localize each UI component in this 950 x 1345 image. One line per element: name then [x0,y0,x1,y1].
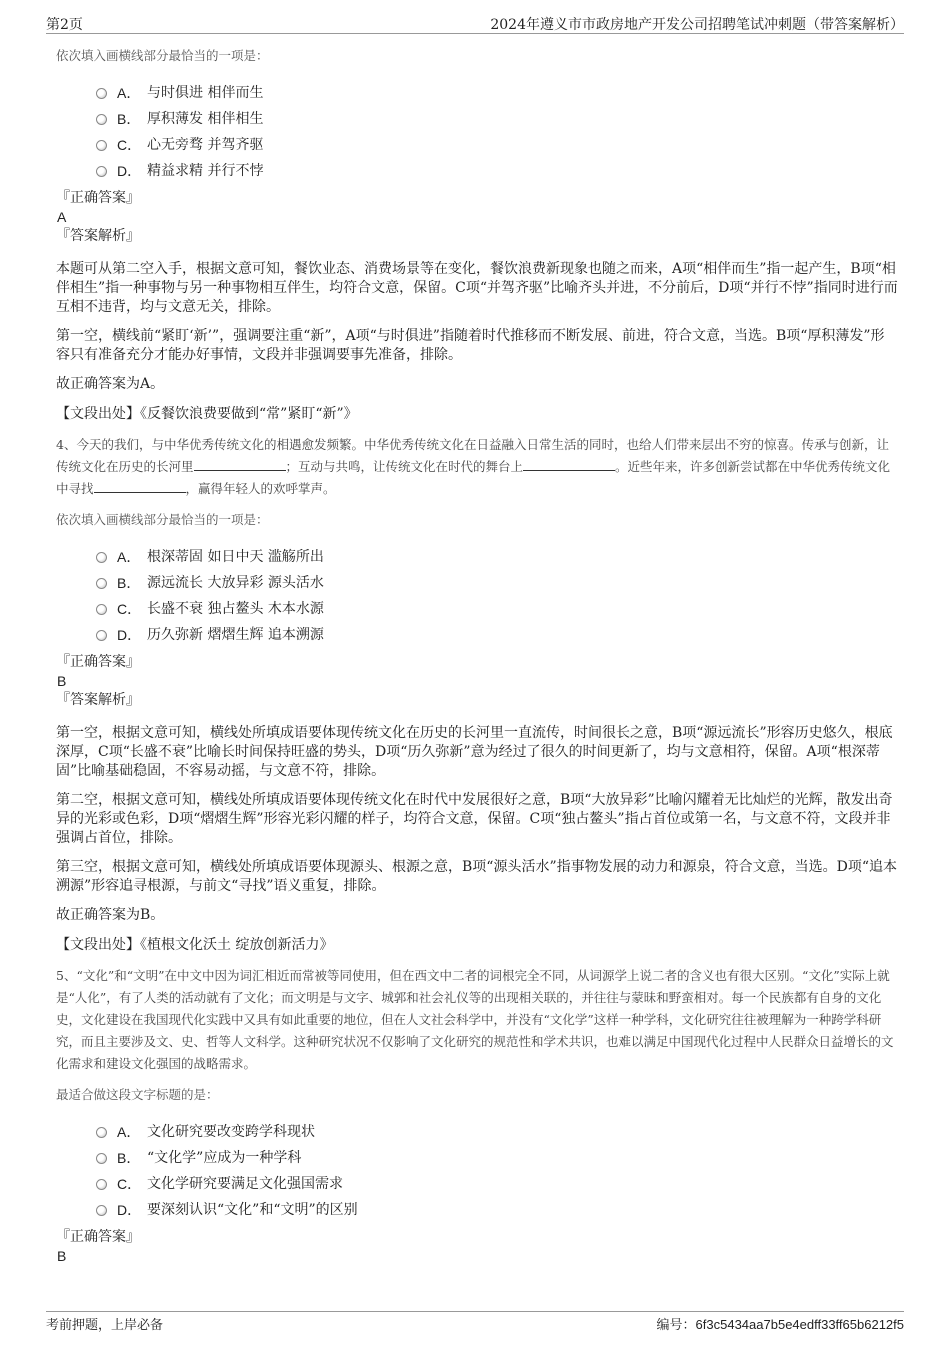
q5-option-c[interactable]: C． 文化学研究要满足文化强国需求 [96,1171,898,1197]
q4-answer: B [57,673,67,689]
radio-icon[interactable] [96,1153,107,1164]
q4-option-b[interactable]: B． 源远流长 大放异彩 源头活水 [96,570,898,596]
q3-option-a[interactable]: A． 与时俱进 相伴而生 [96,80,898,106]
document-body [56,46,898,1265]
radio-icon[interactable] [96,1179,107,1190]
q4-option-d[interactable]: D． 历久弥新 熠熠生辉 追本溯源 [96,622,898,648]
q3-prompt: 依次填入画横线部分最恰当的一项是： [56,48,269,63]
q3-option-d[interactable]: D． 精益求精 并行不悖 [96,158,898,184]
q5-option-a[interactable]: A． 文化研究要改变跨学科现状 [96,1119,898,1145]
q4-conclusion: 故正确答案为B。 [56,907,165,923]
radio-icon[interactable] [96,1127,107,1138]
q3-answer: A [57,209,67,225]
q3-conclusion: 故正确答案为A。 [56,376,165,392]
q5-option-b[interactable]: B． “文化学”应成为一种学科 [96,1145,898,1171]
header-divider [46,33,904,34]
q5-options [96,1119,898,1223]
q5-answer-label: 『正确答案』 [56,1229,140,1245]
q4-analysis-paragraph: 第一空，根据文意可知，横线处所填成语要体现传统文化在历史的长河里一直流传，时间很长之意，B项“源远流长”形容历史悠久，根底深厚，C项“长盛不衰”比喻长时间保持旺盛的势头，D项“历久弥新”意为经过了很久的时间更新了，均与文意相符，保留。A项“根深蒂固”比喻基础稳固，不容易动摇，与文意不符，排除。 [56,725,893,779]
q4-question-text: 4、今天的我们，与中华优秀传统文化的相遇愈发频繁。中华优秀传统文化在日益融入日常生活的同时，也给人们带来层出不穷的惊喜。传承与创新，让传统文化在历史的长河里 ；互动与共鸣，让传统文化在时代的舞台上 。近些年来，许多创新尝试都在中华优秀传统文化中寻找 ，赢得年轻人的欢呼掌声。 [56,437,891,496]
radio-icon[interactable] [96,140,107,151]
q4-source: 【文段出处】《植根文化沃土 绽放创新活力》 [56,937,334,953]
q4-option-c[interactable]: C． 长盛不衰 独占鳌头 木本水源 [96,596,898,622]
q3-analysis-paragraph: 本题可从第二空入手，根据文意可知，餐饮业态、消费场景等在变化，餐饮浪费新现象也随之而来，A项“相伴而生”指一起产生，B项“相伴相生”指一种事物与另一种事物相互伴生，均符合文意，保留。C项“并驾齐驱”比喻齐头并进，不分前后，D项“并行不悖”指同时进行而互相不违背，均与文意无关，排除。 [56,261,898,315]
q4-analysis-label: 『答案解析』 [56,692,140,708]
q4-prompt: 依次填入画横线部分最恰当的一项是： [56,512,269,527]
q3-analysis-label: 『答案解析』 [56,228,140,244]
q4-options [96,544,898,648]
radio-icon[interactable] [96,604,107,615]
q3-options [96,80,898,184]
radio-icon[interactable] [96,114,107,125]
q3-option-b[interactable]: B． 厚积薄发 相伴相生 [96,106,898,132]
q5-prompt: 最适合做这段文字标题的是： [56,1087,219,1102]
q5-option-d[interactable]: D． 要深刻认识“文化”和“文明”的区别 [96,1197,898,1223]
footer-divider [46,1311,904,1312]
q3-answer-label: 『正确答案』 [56,190,140,206]
q4-option-a[interactable]: A． 根深蒂固 如日中天 滥觞所出 [96,544,898,570]
q4-answer-label: 『正确答案』 [56,654,140,670]
footer-slogan: 考前押题，上岸必备 [46,1318,164,1333]
q3-source: 【文段出处】《反餐饮浪费要做到“常”紧盯“新”》 [56,406,358,422]
blank-line [94,480,186,493]
document-title: 2024年遵义市市政房地产开发公司招聘笔试冲刺题（带答案解析） [490,17,904,33]
q4-analysis-paragraph: 第三空，根据文意可知，横线处所填成语要体现源头、根源之意，B项“源头活水”指事物发展的动力和源泉，符合文意，当选。D项“追本溯源”形容追寻根源，与前文“寻找”语义重复，排除。 [56,859,897,894]
q5-answer: B [57,1248,67,1264]
blank-line [523,458,615,471]
q3-analysis-paragraph: 第一空，横线前“紧盯‘新’”，强调要注重“新”，A项“与时俱进”指随着时代推移而不断发展、前进，符合文意，当选。B项“厚积薄发”形容只有准备充分才能办好事情，文段并非强调要事先准备，排除。 [56,328,885,363]
q3-option-c[interactable]: C． 心无旁骛 并驾齐驱 [96,132,898,158]
document-id: 编号：6f3c5434aa7b5e4edff33ff65b6212f5 [656,1317,904,1332]
q4-analysis-paragraph: 第二空，根据文意可知，横线处所填成语要体现传统文化在时代中发展很好之意，B项“大放异彩”比喻闪耀着无比灿烂的光辉，散发出奇异的光彩或色彩，D项“熠熠生辉”形容光彩闪耀的样子，均符合文意，保留。C项“独占鳌头”指占首位或第一名，与文意不符，文段并非强调占首位，排除。 [56,792,893,846]
radio-icon[interactable] [96,88,107,99]
q5-question-text: 5、“文化”和“文明”在中文中因为词汇相近而常被等同使用，但在西文中二者的词根完全不同，从词源学上说二者的含义也有很大区别。“文化”实际上就是“人化”，有了人类的活动就有了文化；而文明是与文字、城郭和社会礼仪等的出现相关联的，并往往与蒙昧和野蛮相对。每一个民族都有自身的文化史，文化建设在我国现代化实践中又具有如此重要的地位，但在人文社会科学中，并没有“文化学”这样一种学科，文化研究往往被理解为一种跨学科研究，而且主要涉及文、史、哲等人文科学。这种研究状况不仅影响了文化研究的规范性和学术共识，也难以满足中国现代化过程中人民群众日益增长的文化需求和建设文化强国的战略需求。 [56,968,894,1071]
radio-icon[interactable] [96,578,107,589]
radio-icon[interactable] [96,166,107,177]
radio-icon[interactable] [96,630,107,641]
radio-icon[interactable] [96,1205,107,1216]
blank-line [194,458,286,471]
page-number: 第2页 [46,17,83,33]
radio-icon[interactable] [96,552,107,563]
